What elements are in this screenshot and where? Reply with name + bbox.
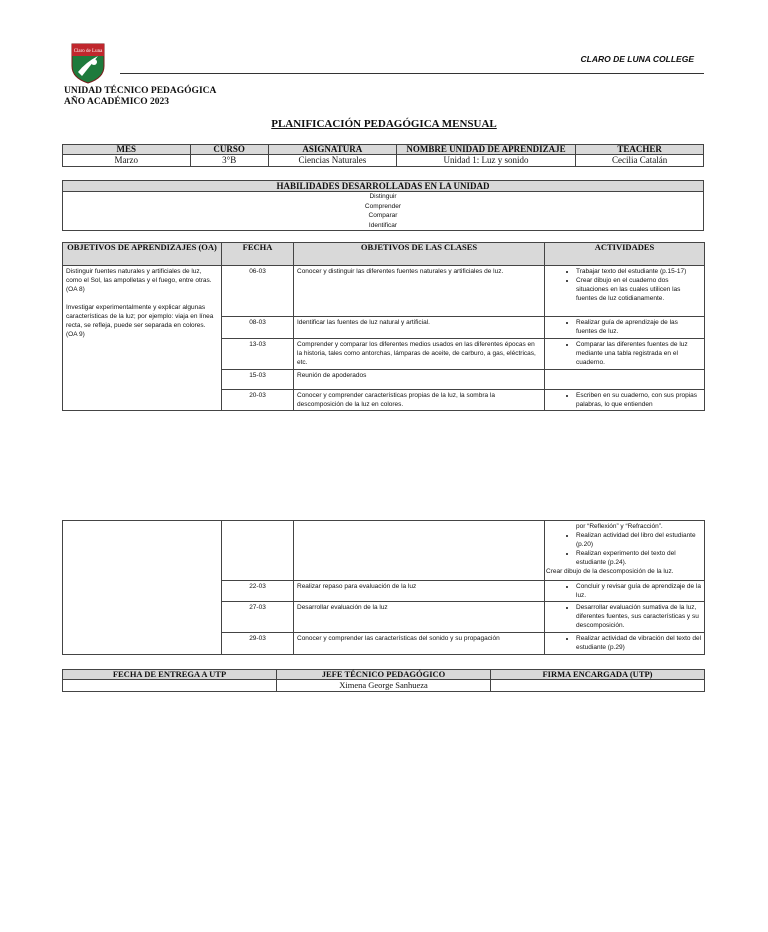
planning-header-row [63, 243, 705, 266]
skills-box [62, 180, 704, 231]
skill-item: Identificar [368, 221, 398, 229]
header-actividades: ACTIVIDADES [545, 243, 705, 266]
footer-table [62, 669, 705, 692]
activity-item: • Desarrollar evaluación sumativa de la luz, diferentes fuentes, sus características y su descomposición. [576, 603, 701, 630]
info-table [62, 144, 704, 167]
objective-cell: Identificar las fuentes de luz natural y artificial. [294, 317, 545, 339]
activity-item: • Concluir y revisar guía de aprendizaje de la luz. [576, 582, 701, 600]
skill-item: Comparar [368, 212, 398, 219]
footer-value-row [63, 680, 705, 692]
date-cell: 08-03 [222, 317, 294, 339]
activity-item: • Comparar las diferentes fuentes de luz mediante una tabla registrada en el cuaderno. [576, 340, 701, 367]
page-title: PLANIFICACIÓN PEDAGÓGICA MENSUAL [271, 118, 497, 130]
activity-item: • Crear dibujo en el cuaderno dos situaciones en las cuales utilicen las fuentes de luz cotidianamente. [576, 276, 701, 303]
activities-cell [545, 633, 705, 655]
oa-cell-continued [63, 521, 222, 655]
activity-item: • Realizar actividad de vibración del texto del estudiante (p.29) [576, 634, 701, 652]
value-curso: 3°B [190, 155, 268, 167]
objective-cell: Reunión de apoderados [294, 370, 545, 390]
activities-cell [545, 390, 705, 411]
header-asignatura: ASIGNATURA [268, 145, 396, 155]
activity-item: • Trabajar texto del estudiante (p.15-17) [576, 267, 701, 276]
objective-cell: Realizar repaso para evaluación de la luz [294, 581, 545, 602]
table-row [63, 521, 705, 581]
header-mes: MES [63, 145, 191, 155]
activities-cell [545, 521, 705, 581]
planning-table-continued [62, 520, 705, 655]
footer-header-row [63, 670, 705, 680]
objective-cell: Comprender y comparar los diferentes medios usados en las diferentes épocas en la historia, tales como antorchas, lámparas de aceite, de carburo, a gas, eléctricas, etc. [294, 339, 545, 370]
header-fecha-entrega: FECHA DE ENTREGA A UTP [63, 670, 277, 680]
activity-item: • Realizan experimento del texto del estudiante (p.24). [576, 549, 701, 567]
objective-cell: Conocer y comprender características propias de la luz, la sombra la descomposición de la luz en colores. [294, 390, 545, 411]
oa-item: Investigar experimentalmente y explicar algunas características de la luz; por ejemplo: viaja en línea recta, se refleja, puede ser separada en colores. (OA 9) [66, 304, 214, 338]
activities-cell [545, 266, 705, 317]
value-mes: Marzo [63, 155, 191, 167]
objective-cell [294, 521, 545, 581]
info-header-row [63, 145, 704, 155]
activity-item: • Realizan actividad del libro del estudiante (p.20) [576, 531, 701, 549]
date-cell: 20-03 [222, 390, 294, 411]
oa-item: Distinguir fuentes naturales y artificiales de luz, como el Sol, las ampolletas y el fuego, entre otras. (OA 8) [66, 268, 212, 293]
date-cell: 22-03 [222, 581, 294, 602]
activity-item: • Escriben en su cuaderno, con sus propias palabras, lo que entienden [576, 391, 701, 409]
objective-cell: Conocer y distinguir las diferentes fuentes naturales y artificiales de luz. [294, 266, 545, 317]
header-unidad: NOMBRE UNIDAD DE APRENDIZAJE [396, 145, 575, 155]
date-cell: 29-03 [222, 633, 294, 655]
date-cell [222, 521, 294, 581]
header-curso: CURSO [190, 145, 268, 155]
college-logo [70, 42, 106, 84]
activities-cell [545, 370, 705, 390]
activities-cell [545, 581, 705, 602]
value-teacher: Cecilia Catalán [576, 155, 704, 167]
header-rule [120, 73, 704, 74]
header-firma: FIRMA ENCARGADA (UTP) [491, 670, 705, 680]
date-cell: 27-03 [222, 602, 294, 633]
objective-cell: Conocer y comprender las características del sonido y su propagación [294, 633, 545, 655]
date-cell: 13-03 [222, 339, 294, 370]
value-asignatura: Ciencias Naturales [268, 155, 396, 167]
skill-item: Comprender [364, 202, 402, 210]
header-jefe-tecnico: JEFE TÉCNICO PEDAGÓGICO [277, 670, 491, 680]
activity-line: Crear dibujo de la descomposición de la luz. [546, 568, 674, 575]
date-cell: 15-03 [222, 370, 294, 390]
unit-name: UNIDAD TÉCNICO PEDAGÓGICA [64, 86, 217, 96]
value-jefe-tecnico: Ximena George Sanhueza [277, 680, 491, 692]
activities-cell [545, 317, 705, 339]
logo-lettering: Claro de Luna [73, 49, 103, 54]
planning-table [62, 242, 705, 411]
value-firma [491, 680, 705, 692]
college-name: CLARO DE LUNA COLLEGE [580, 54, 694, 64]
header-oa: OBJETIVOS DE APRENDIZAJES (OA) [63, 243, 222, 266]
oa-cell [63, 266, 222, 411]
header-teacher: TEACHER [576, 145, 704, 155]
academic-year: AÑO ACADÉMICO 2023 [64, 97, 170, 107]
skills-title: HABILIDADES DESARROLLADAS EN LA UNIDAD [63, 181, 703, 192]
activities-cell [545, 602, 705, 633]
header-fecha: FECHA [222, 243, 294, 266]
date-cell: 06-03 [222, 266, 294, 317]
skill-item: Distinguir [369, 193, 397, 200]
activity-item: • Realizar guía de aprendizaje de las fuentes de luz. [576, 318, 701, 336]
objective-cell: Desarrollar evaluación de la luz [294, 602, 545, 633]
activities-cell [545, 339, 705, 370]
header-objetivos: OBJETIVOS DE LAS CLASES [294, 243, 545, 266]
value-fecha-entrega [63, 680, 277, 692]
info-value-row [63, 155, 704, 167]
table-row [63, 266, 705, 317]
value-unidad: Unidad 1: Luz y sonido [396, 155, 575, 167]
continued-activity-text: por “Reflexión” y “Refracción”. [576, 523, 663, 530]
